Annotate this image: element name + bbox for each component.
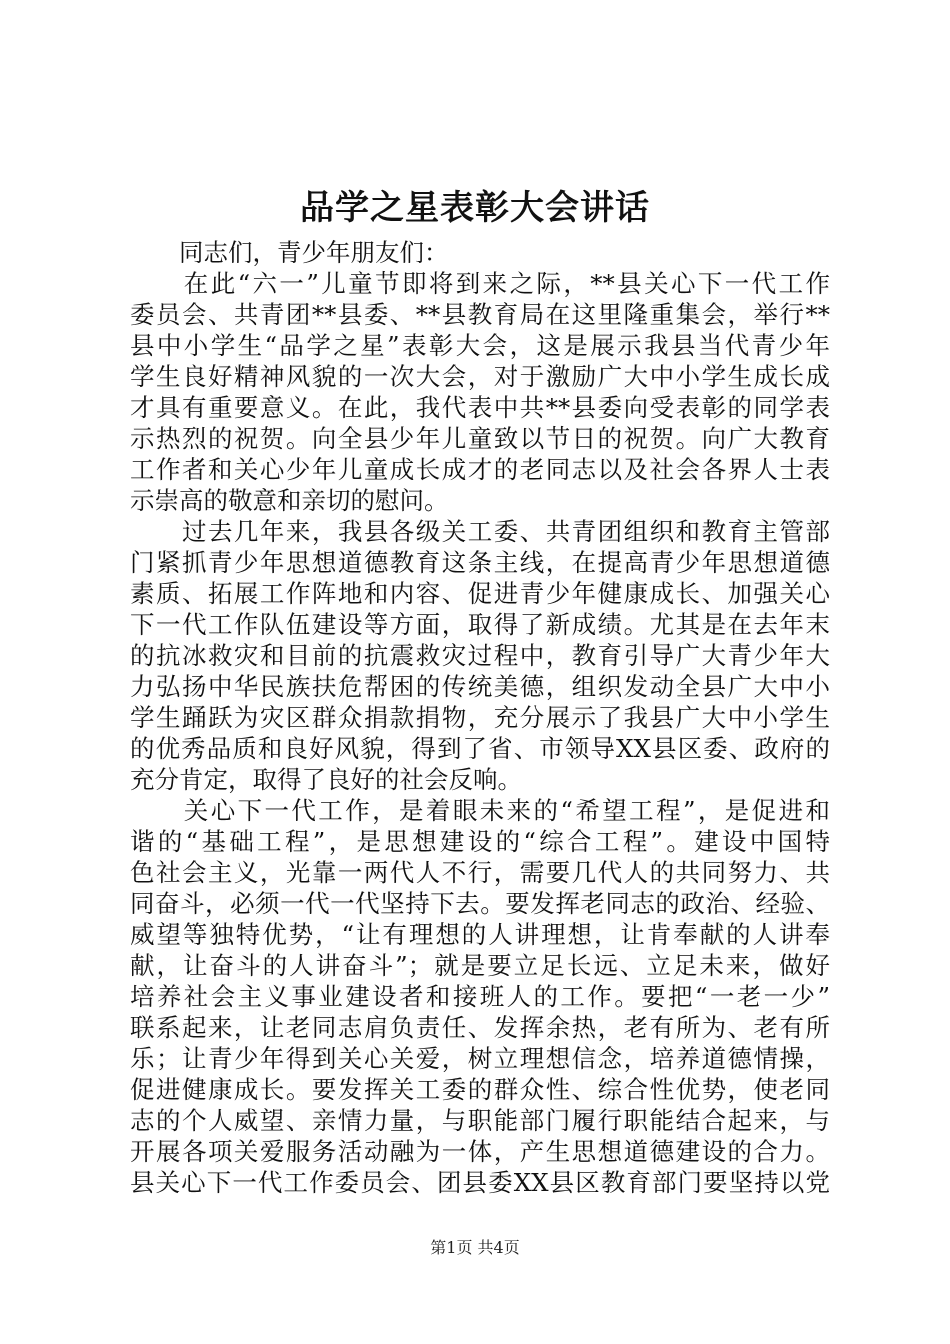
page-number-footer: 第1页 共4页 (430, 1238, 520, 1257)
body-text-line: 的抗冰救灾和目前的抗震救灾过程中，教育引导广大青少年大 (130, 641, 830, 670)
body-text-line: 乐；让青少年得到关心关爱，树立理想信念，培养道德情操， (130, 1044, 830, 1073)
body-text-line: 示崇高的敬意和亲切的慰问。 (130, 486, 449, 515)
body-text-line: 县关心下一代工作委员会、团县委XX县区教育部门要坚持以党 (130, 1168, 830, 1197)
body-text-line: 献，让奋斗的人讲奋斗”；就是要立足长远、立足未来，做好 (130, 951, 830, 980)
body-text-line: 培养社会主义事业建设者和接班人的工作。要把“一老一少” (130, 982, 830, 1011)
body-text-line: 志的个人威望、亲情力量，与职能部门履行职能结合起来，与 (130, 1106, 830, 1135)
body-text-line: 促进健康成长。要发挥关工委的群众性、综合性优势，使老同 (130, 1075, 830, 1104)
body-text-line: 力弘扬中华民族扶危帮困的传统美德，组织发动全县广大中小 (130, 672, 830, 701)
body-text-line: 学生踊跃为灾区群众捐款捐物，充分展示了我县广大中小学生 (130, 703, 830, 732)
body-text-line: 示热烈的祝贺。向全县少年儿童致以节日的祝贺。向广大教育 (130, 424, 830, 453)
body-text-line: 色社会主义，光靠一两代人不行，需要几代人的共同努力、共 (130, 858, 830, 887)
body-text-line: 在此“六一”儿童节即将到来之际，**县关心下一代工作 (130, 269, 830, 298)
body-text-line: 关心下一代工作，是着眼未来的“希望工程”，是促进和 (130, 796, 830, 825)
body-text-line: 学生良好精神风貌的一次大会，对于激励广大中小学生成长成 (130, 362, 830, 391)
body-text-line: 过去几年来，我县各级关工委、共青团组织和教育主管部 (130, 517, 830, 546)
body-text-line: 联系起来，让老同志肩负责任、发挥余热，老有所为、老有所 (130, 1013, 830, 1042)
body-text-line: 开展各项关爱服务活动融为一体，产生思想道德建设的合力。 (130, 1137, 830, 1166)
document-title: 品学之星表彰大会讲话 (300, 188, 650, 228)
body-text-line: 同奋斗，必须一代一代坚持下去。要发挥老同志的政治、经验、 (130, 889, 830, 918)
body-text-line: 的优秀品质和良好风貌，得到了省、市领导XX县区委、政府的 (130, 734, 830, 763)
body-text-line: 委员会、共青团**县委、**县教育局在这里隆重集会，举行** (130, 300, 830, 329)
body-text-line: 威望等独特优势，“让有理想的人讲理想，让肯奉献的人讲奉 (130, 920, 830, 949)
body-text-line: 谐的“基础工程”，是思想建设的“综合工程”。建设中国特 (130, 827, 830, 856)
body-text-line: 充分肯定，取得了良好的社会反响。 (130, 765, 522, 794)
body-text-line: 素质、拓展工作阵地和内容、促进青少年健康成长、加强关心 (130, 579, 830, 608)
document-body (130, 237, 830, 1198)
body-text-line: 下一代工作队伍建设等方面，取得了新成绩。尤其是在去年末 (130, 610, 830, 639)
body-text-line: 同志们，青少年朋友们： (130, 238, 449, 267)
body-text-line: 门紧抓青少年思想道德教育这条主线，在提高青少年思想道德 (130, 548, 830, 577)
body-text-line: 才具有重要意义。在此，我代表中共**县委向受表彰的同学表 (130, 393, 830, 422)
body-text-line: 工作者和关心少年儿童成长成才的老同志以及社会各界人士表 (130, 455, 830, 484)
body-text-line: 县中小学生“品学之星”表彰大会，这是展示我县当代青少年 (130, 331, 830, 360)
